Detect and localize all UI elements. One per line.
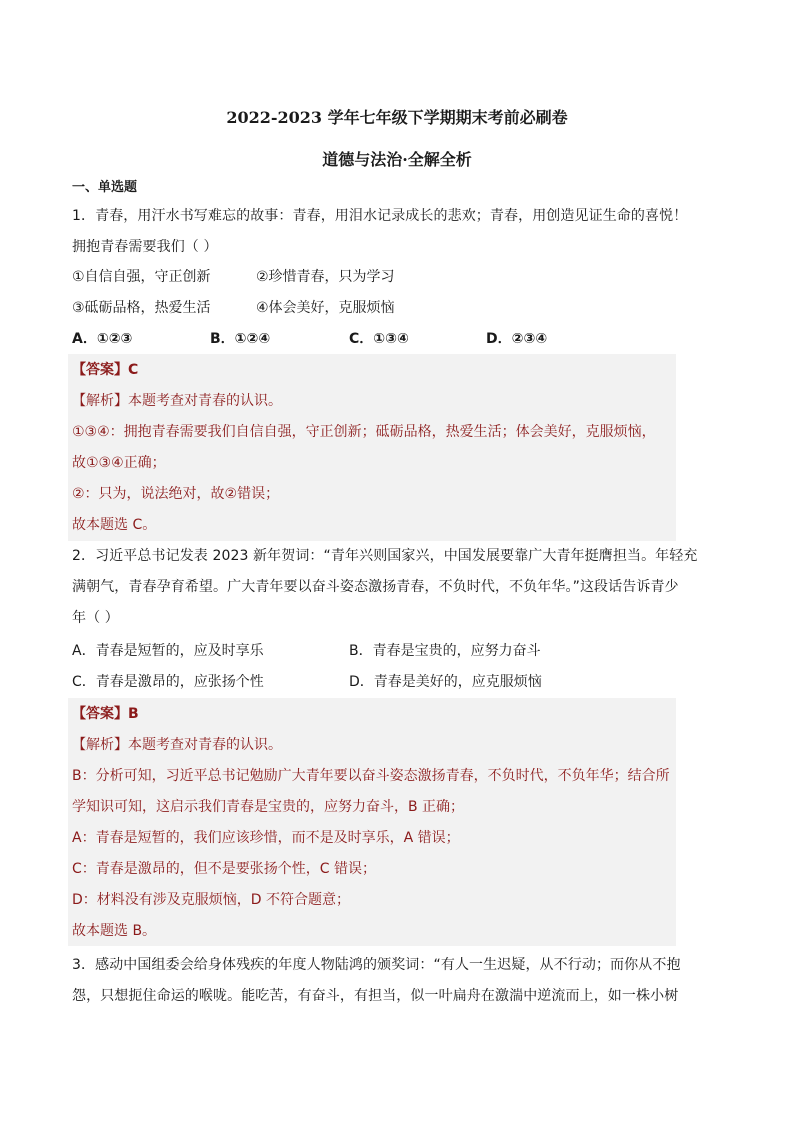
q2-analysis-line-7: 故本题选 B。 <box>72 923 157 939</box>
q3-stem-line-2: 怨，只想扼住命运的喉咙。能吃苦，有奋斗，有担当，似一叶扁舟在激湍中逆流而上，如一株小树 <box>72 988 679 1004</box>
q2-analysis-line-1: 【解析】本题考查对青春的认识。 <box>72 737 282 753</box>
q1-stem-line-1: 1．青春，用汗水书写难忘的故事：青春，用泪水记录成长的悲欢；青春，用创造见证生命的喜悦！ <box>72 208 688 224</box>
q1-analysis-line-4: ②：只为，说法绝对，故②错误； <box>72 486 280 502</box>
q1-analysis-line-2: ①③④：拥抱青春需要我们自信自强，守正创新；砥砺品格，热爱生活；体会美好，克服烦恼， <box>72 424 656 440</box>
q2-analysis-line-4: A：青春是短暂的，我们应该珍惜，而不是及时享乐，A 错误； <box>72 830 460 846</box>
q2-analysis-line-3: 学知识可知，这启示我们青春是宝贵的，应努力奋斗，B 正确； <box>72 799 465 815</box>
q1-analysis-line-1: 【解析】本题考查对青春的认识。 <box>72 393 282 409</box>
page-subtitle: 道德与法治·全解全析 <box>322 150 472 169</box>
q2-analysis-line-5: C：青春是激昂的，但不是要张扬个性，C 错误； <box>72 861 376 877</box>
q1-stem-line-2: 拥抱青春需要我们（ ） <box>72 239 218 255</box>
q1-option-b: B．①②④ <box>210 331 271 347</box>
q1-item-2: ②珍惜青春，只为学习 <box>256 269 395 285</box>
q2-option-c: C．青春是激昂的，应张扬个性 <box>72 674 264 690</box>
q1-item-1: ①自信自强，守正创新 <box>72 269 211 285</box>
q1-option-c: C．①③④ <box>349 331 409 347</box>
q1-answer-box <box>68 354 676 541</box>
q2-answer: 【答案】B <box>72 706 139 722</box>
q2-stem-line-2: 满朝气，青春孕育希望。广大青年要以奋斗姿态激扬青春，不负时代，不负年华。”这段话告诉青少 <box>72 579 679 595</box>
q1-option-a: A．①②③ <box>72 331 133 347</box>
q2-analysis-line-2: B：分析可知，习近平总书记勉励广大青年要以奋斗姿态激扬青春，不负时代，不负年华；结合所 <box>72 768 670 784</box>
q1-analysis-line-3: 故①③④正确； <box>72 455 166 471</box>
q1-item-4: ④体会美好，克服烦恼 <box>256 300 395 316</box>
q1-answer: 【答案】C <box>72 362 139 378</box>
q2-option-d: D．青春是美好的，应克服烦恼 <box>349 674 542 690</box>
q2-stem-line-3: 年（ ） <box>72 610 119 626</box>
q1-option-d: D．②③④ <box>486 331 548 347</box>
page-title: 2022-2023 学年七年级下学期期末考前必刷卷 <box>226 108 568 127</box>
q3-stem-line-1: 3．感动中国组委会给身体残疾的年度人物陆鸿的颁奖词：“有人一生迟疑，从不行动；而你从不抱 <box>72 957 681 973</box>
q2-option-a: A．青春是短暂的，应及时享乐 <box>72 643 264 659</box>
q2-analysis-line-6: D：材料没有涉及克服烦恼，D 不符合题意； <box>72 892 351 908</box>
q1-analysis-line-5: 故本题选 C。 <box>72 517 157 533</box>
q2-option-b: B．青春是宝贵的，应努力奋斗 <box>349 643 541 659</box>
section-heading: 一、单选题 <box>72 180 138 195</box>
q2-stem-line-1: 2．习近平总书记发表 2023 新年贺词：“青年兴则国家兴，中国发展要靠广大青年挺膺担当。年轻充 <box>72 548 698 564</box>
q1-item-3: ③砥砺品格，热爱生活 <box>72 300 211 316</box>
